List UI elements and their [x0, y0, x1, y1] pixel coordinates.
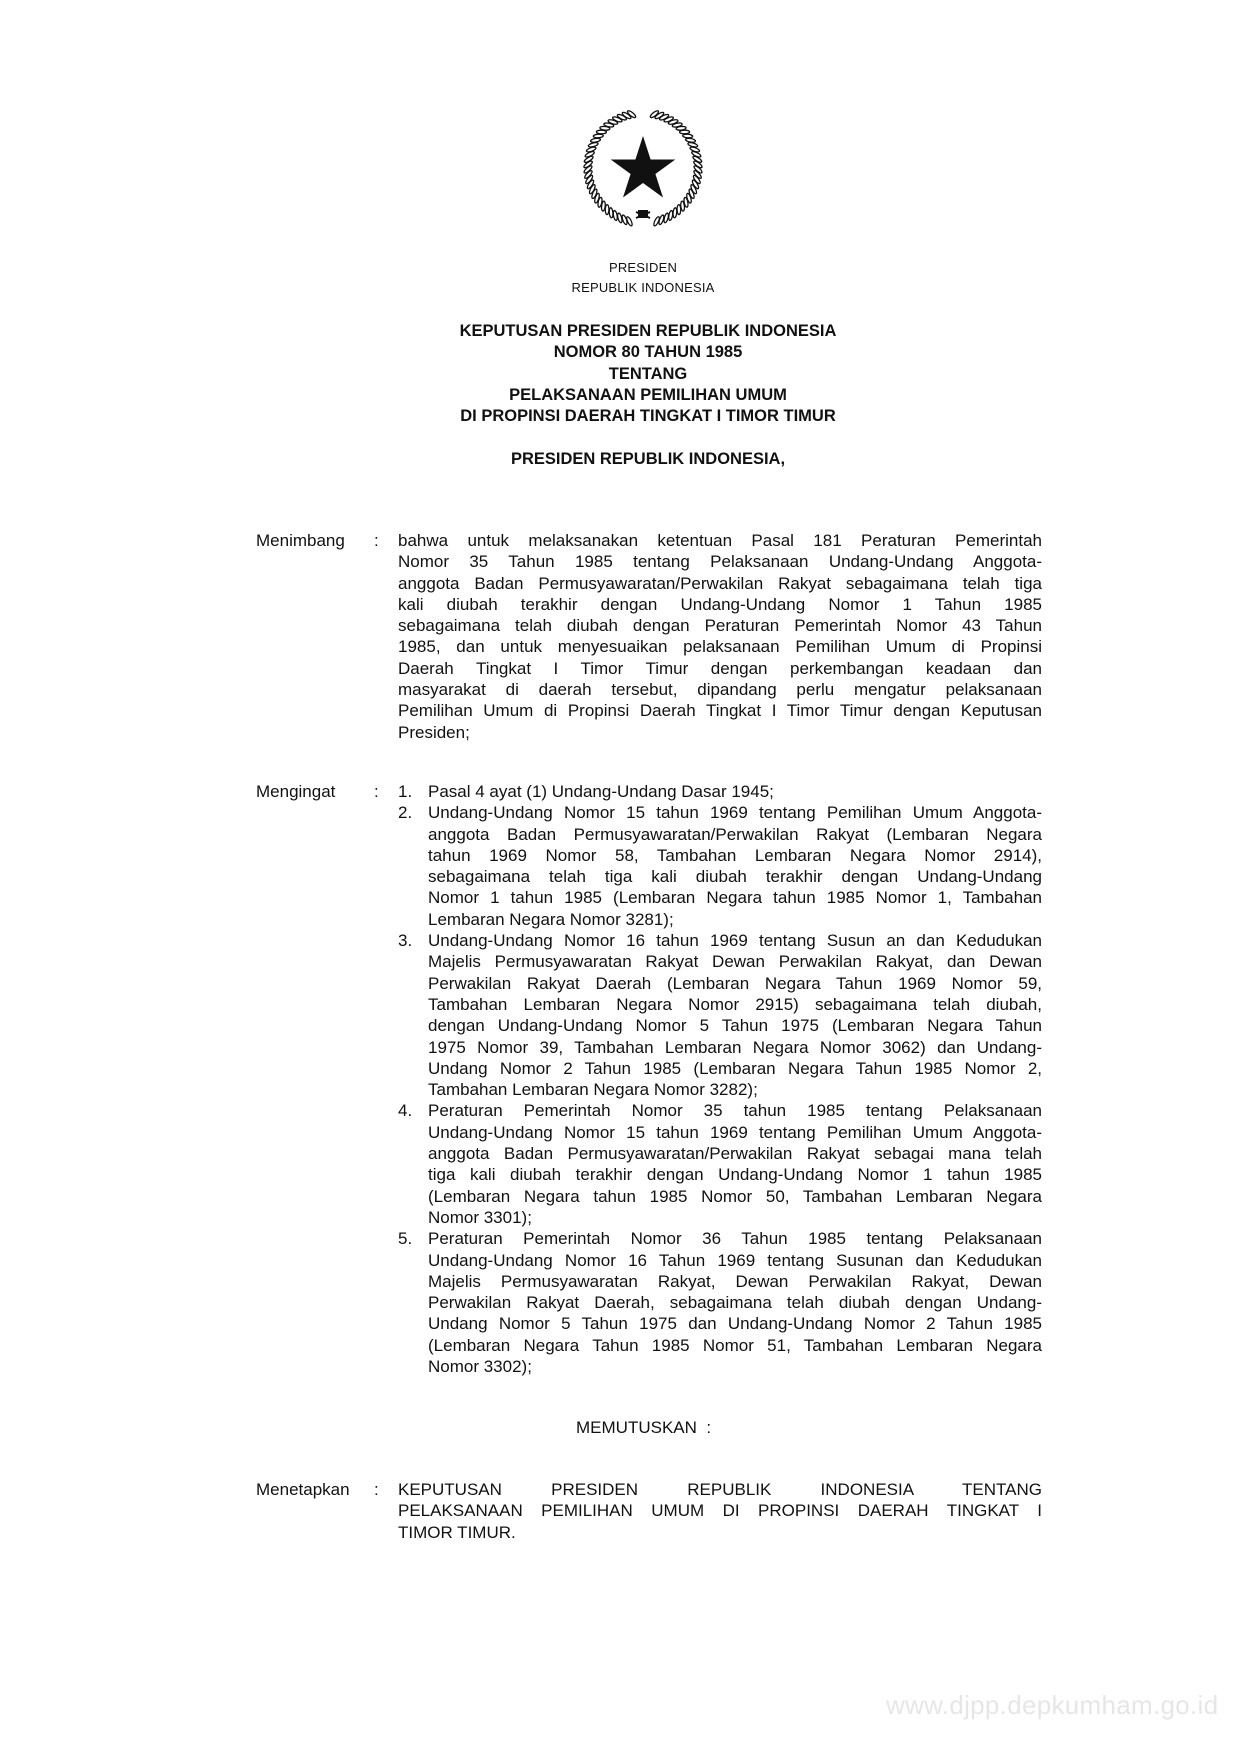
list-item	[398, 802, 1042, 930]
text-line: anggota Badan Permusyawaratan/Perwakilan Rakyat (Lembaran Negara	[428, 824, 1042, 844]
text-line: Nomor 3301);	[428, 1207, 532, 1227]
menimbang-paragraph	[398, 530, 1042, 743]
mengingat-label: Mengingat	[256, 782, 336, 801]
garuda-star-emblem-icon	[578, 106, 708, 234]
leaf-icon	[605, 205, 609, 215]
issuer-line: PRESIDEN REPUBLIK INDONESIA,	[510, 450, 786, 468]
text-line: Undang-Undang Nomor 16 Tahun 1969 tentang Susunan dan Kedudukan	[428, 1250, 1042, 1270]
leaf-icon	[593, 134, 603, 138]
title-line: NOMOR 80 TAHUN 1985	[553, 343, 743, 362]
text-line: KEPUTUSAN PRESIDEN REPUBLIK INDONESIA TENTANG	[398, 1480, 1042, 1499]
text-line: Undang-Undang Nomor 16 tahun 1969 tentang Susun an dan Kedudukan	[428, 931, 1042, 951]
text-line: Tambahan Lembaran Negara Nomor 3282);	[428, 1080, 758, 1100]
text-line: Presiden;	[398, 722, 470, 742]
text-line: kali diubah terakhir dengan Undang-Undang Nomor 1 Tahun 1985	[398, 594, 1042, 614]
mengingat-list	[398, 781, 1042, 1377]
title-line: KEPUTUSAN PRESIDEN REPUBLIK INDONESIA	[459, 322, 837, 340]
text-line: anggota Badan Permusyawaratan/Perwakilan Rakyat sebagaimana telah tiga	[398, 573, 1042, 593]
text-line: (Lembaran Negara Tahun 1985 Nomor 51, Tambahan Lembaran Negara	[428, 1335, 1042, 1355]
menimbang-colon: :	[374, 531, 379, 550]
menetapkan-label: Menetapkan	[256, 1480, 350, 1499]
text-line: masyarakat di daerah tersebut, dipandang perlu mengatur pelaksanaan	[398, 680, 1042, 700]
text-line: Nomor 1 tahun 1985 (Lembaran Negara tahun 1985 Nomor 1, Tambahan	[428, 888, 1042, 908]
text-line: Daerah Tingkat I Timor Timur dengan perkembangan keadaan dan	[398, 658, 1042, 678]
document-title	[0, 321, 1240, 427]
text-line: TIMOR TIMUR.	[398, 1522, 516, 1542]
text-line: Nomor 3302);	[428, 1357, 532, 1377]
list-item	[398, 1228, 1042, 1377]
title-line: TENTANG	[608, 364, 688, 383]
mengingat-colon: :	[374, 782, 379, 801]
text-line: Undang-Undang Nomor 15 tahun 1969 tentang Pemilihan Umum Anggota-	[428, 803, 1042, 823]
menimbang-label: Menimbang	[256, 531, 345, 550]
text-line: Lembaran Negara Nomor 3281);	[428, 909, 674, 929]
text-line: anggota Badan Permusyawaratan/Perwakilan Rakyat sebagai mana telah	[428, 1144, 1042, 1164]
list-item	[398, 930, 1042, 1100]
item-number: 5.	[398, 1229, 413, 1249]
text-line: Undang-Undang Nomor 15 tahun 1969 tentang Pemilihan Umum Anggota-	[428, 1122, 1042, 1142]
text-line: Majelis Permusyawaratan Rakyat Dewan Perwakilan Rakyat, dan Dewan	[428, 952, 1042, 972]
menetapkan-paragraph	[398, 1479, 1042, 1543]
text-line: (Lembaran Negara tahun 1985 Nomor 50, Tambahan Lembaran Negara	[428, 1186, 1042, 1206]
watermark: www.djpp.depkumham.go.id	[886, 1690, 1219, 1720]
text-line: Pemilihan Umum di Propinsi Daerah Tingkat I Timor Timur dengan Keputusan	[398, 701, 1042, 721]
text-line: Perwakilan Rakyat Daerah, sebagaimana telah diubah dengan Undang-	[428, 1293, 1042, 1313]
leaf-icon	[683, 134, 693, 138]
item-number: 1.	[398, 782, 413, 801]
list-item	[398, 781, 1042, 802]
text-line: tahun 1969 Nomor 58, Tambahan Lembaran Negara Nomor 2914),	[428, 845, 1042, 865]
text-line: dengan Undang-Undang Nomor 5 Tahun 1975 (Lembaran Negara Tahun	[428, 1016, 1042, 1036]
text-line: Peraturan Pemerintah Nomor 35 tahun 1985 tentang Pelaksanaan	[428, 1101, 1042, 1121]
text-line: sebagaimana telah diubah dengan Peraturan Pemerintah Nomor 43 Tahun	[398, 616, 1042, 636]
header-presiden: PRESIDEN	[608, 260, 678, 275]
leaf-icon	[596, 130, 606, 134]
text-line: sebagaimana telah tiga kali diubah terakhir dengan Undang-Undang	[428, 867, 1042, 887]
text-line: Perwakilan Rakyat Daerah (Lembaran Negara Tahun 1969 Nomor 59,	[428, 973, 1042, 993]
item-number: 4.	[398, 1101, 413, 1121]
text-line: Tambahan Lembaran Negara Nomor 2915) sebagaimana telah diubah,	[428, 994, 1042, 1014]
title-line: DI PROPINSI DAERAH TINGKAT I TIMOR TIMUR	[460, 407, 836, 426]
star-icon	[611, 136, 676, 198]
header-republik-indonesia: REPUBLIK INDONESIA	[571, 280, 715, 295]
text-line: 1985, dan untuk menyesuaikan pelaksanaan Pemilihan Umum di Propinsi	[398, 637, 1042, 657]
text-line: Pasal 4 ayat (1) Undang-Undang Dasar 1945;	[428, 782, 774, 801]
menetapkan-colon: :	[374, 1480, 379, 1499]
memutuskan-heading: MEMUTUSKAN :	[576, 1418, 712, 1437]
title-line: PELAKSANAAN PEMILIHAN UMUM	[509, 385, 787, 404]
text-line: bahwa untuk melaksanakan ketentuan Pasal 181 Peraturan Pemerintah	[398, 531, 1042, 550]
text-line: PELAKSANAAN PEMILIHAN UMUM DI PROPINSI DAERAH TINGKAT I	[398, 1501, 1042, 1521]
leaf-icon	[677, 205, 681, 215]
item-number: 2.	[398, 803, 413, 823]
item-number: 3.	[398, 931, 413, 951]
ribbon-icon	[636, 211, 650, 218]
leaf-icon	[680, 130, 690, 134]
text-line: 1975 Nomor 39, Tambahan Lembaran Negara Nomor 3062) dan Undang-	[428, 1037, 1042, 1057]
text-line: Majelis Permusyawaratan Rakyat, Dewan Perwakilan Rakyat, Dewan	[428, 1271, 1042, 1291]
text-line: Nomor 35 Tahun 1985 tentang Pelaksanaan Undang-Undang Anggota-	[398, 552, 1042, 572]
text-line: Undang Nomor 2 Tahun 1985 (Lembaran Negara Tahun 1985 Nomor 2,	[428, 1058, 1042, 1078]
text-line: tiga kali diubah terakhir dengan Undang-Undang Nomor 1 tahun 1985	[428, 1165, 1042, 1185]
text-line: Peraturan Pemerintah Nomor 36 Tahun 1985 tentang Pelaksanaan	[428, 1229, 1042, 1249]
text-line: Undang Nomor 5 Tahun 1975 dan Undang-Undang Nomor 2 Tahun 1985	[428, 1314, 1042, 1334]
list-item	[398, 1100, 1042, 1228]
